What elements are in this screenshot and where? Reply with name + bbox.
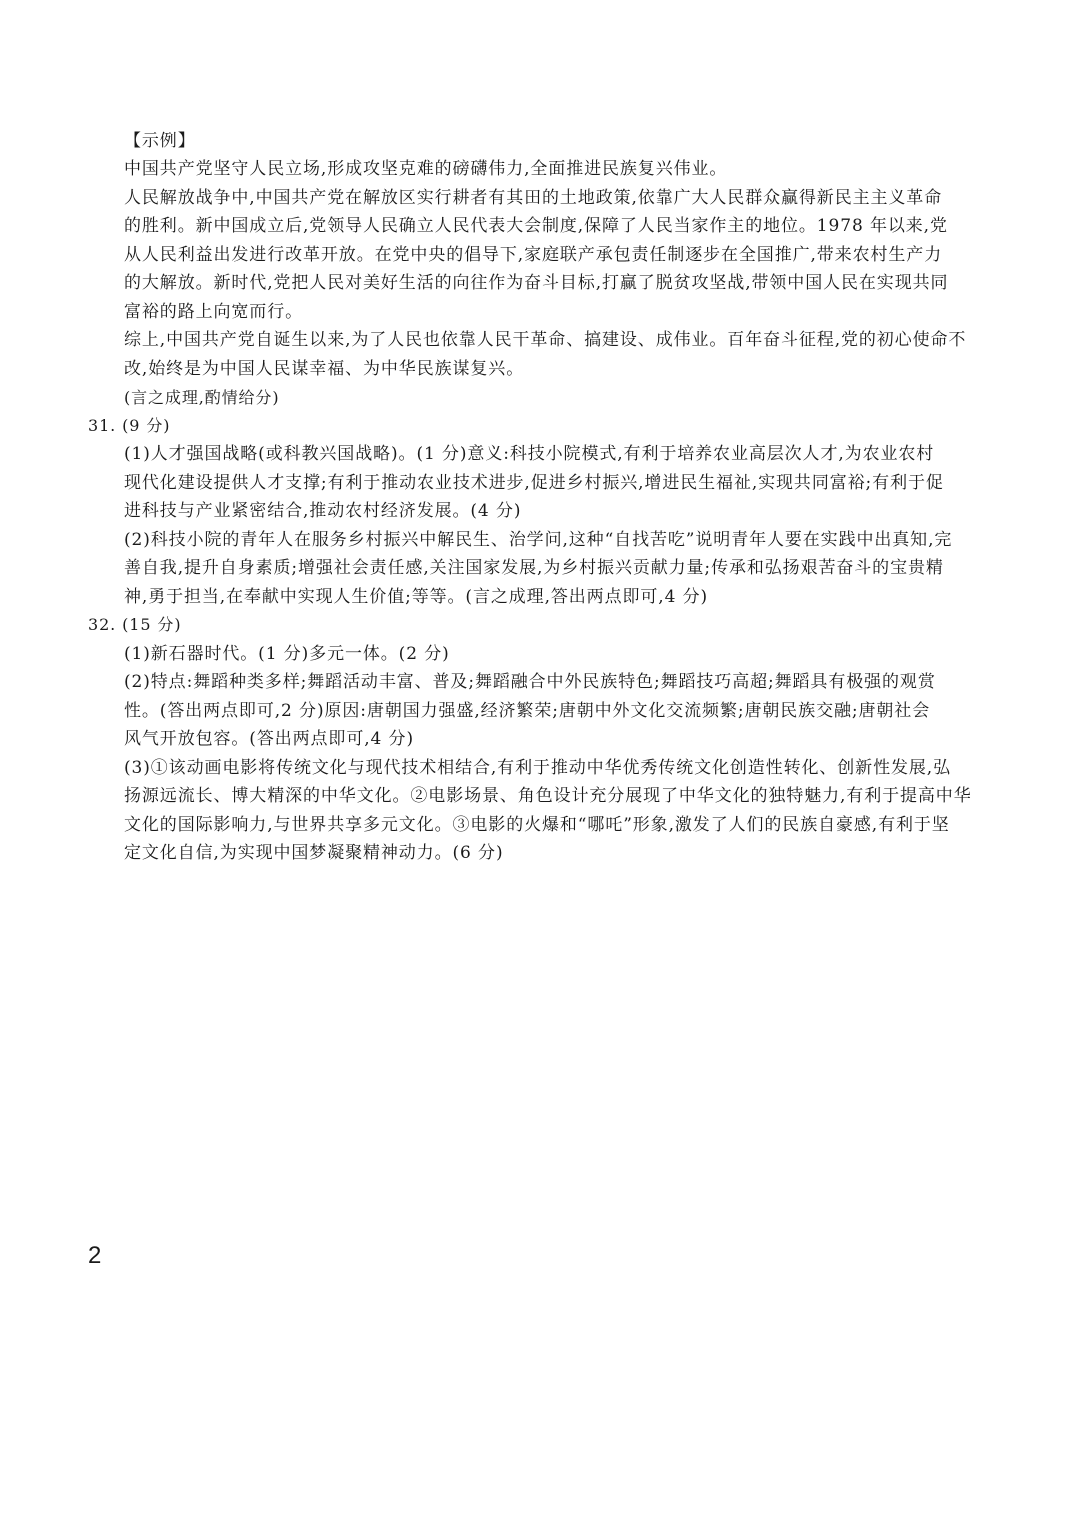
q31-part1-line: 现代化建设提供人才支撑;有利于推动农业技术进步,促进乡村振兴,增进民生福祉,实现共同富裕;有利于促 [124,473,944,493]
q31-part1-line: (1)人才强国战略(或科教兴国战略)。(1 分)意义:科技小院模式,有利于培养农业高层次人才,为农业农村 [124,444,935,464]
q32-part2-line: 风气开放包容。(答出两点即可,4 分) [124,729,414,749]
question-32-number: 32. (15 分) [88,615,182,634]
example-body-line: 从人民利益出发进行改革开放。在党中央的倡导下,家庭联产承包责任制逐步在全国推广,带来农村生产力 [124,245,943,265]
example-body-line: 人民解放战争中,中国共产党在解放区实行耕者有其田的土地政策,依靠广大人民群众赢得新民主主义革命 [124,188,943,208]
example-grading-note: (言之成理,酌情给分) [124,388,280,407]
example-body-line: 的大解放。新时代,党把人民对美好生活的向往作为奋斗目标,打赢了脱贫攻坚战,带领中国人民在实现共同 [124,273,949,293]
example-conclusion-line: 改,始终是为中国人民谋幸福、为中华民族谋复兴。 [124,359,525,379]
q32-part3-line: 定文化自信,为实现中国梦凝聚精神动力。(6 分) [124,843,504,863]
example-conclusion-line: 综上,中国共产党自诞生以来,为了人民也依靠人民干革命、搞建设、成伟业。百年奋斗征程,党的初心使命不 [124,330,967,350]
q31-part1-line: 进科技与产业紧密结合,推动农村经济发展。(4 分) [124,501,522,521]
q32-part1-line: (1)新石器时代。(1 分)多元一体。(2 分) [124,644,450,664]
q31-part2-line: 神,勇于担当,在奉献中实现人生价值;等等。(言之成理,答出两点即可,4 分) [124,587,709,607]
page-number: 2 [88,1242,102,1269]
example-body-line: 富裕的路上向宽而行。 [124,302,303,322]
q32-part3-line: 扬源远流长、博大精深的中华文化。②电影场景、角色设计充分展现了中华文化的独特魅力,有利于提高中华 [124,786,972,806]
q32-part2-line: 性。(答出两点即可,2 分)原因:唐朝国力强盛,经济繁荣;唐朝中外文化交流频繁;唐朝民族交融;唐朝社会 [124,701,931,721]
question-31-number: 31. (9 分) [88,416,171,435]
q32-part3-line: 文化的国际影响力,与世界共享多元文化。③电影的火爆和“哪吒”形象,激发了人们的民族自豪感,有利于坚 [124,815,950,835]
example-body-line: 的胜利。新中国成立后,党领导人民确立人民代表大会制度,保障了人民当家作主的地位。1978 年以来,党 [124,216,948,236]
q31-part2-line: 善自我,提升自身素质;增强社会责任感,关注国家发展,为乡村振兴贡献力量;传承和弘扬艰苦奋斗的宝贵精 [124,558,944,578]
q32-part2-line: (2)特点:舞蹈种类多样;舞蹈活动丰富、普及;舞蹈融合中外民族特色;舞蹈技巧高超;舞蹈具有极强的观赏 [124,672,936,692]
example-heading: 【示例】 [124,131,196,151]
example-thesis: 中国共产党坚守人民立场,形成攻坚克难的磅礴伟力,全面推进民族复兴伟业。 [124,159,728,179]
q31-part2-line: (2)科技小院的青年人在服务乡村振兴中解民生、治学问,这种“自找苦吃”说明青年人要在实践中出真知,完 [124,530,953,550]
q32-part3-line: (3)①该动画电影将传统文化与现代技术相结合,有利于推动中华优秀传统文化创造性转化、创新性发展,弘 [124,758,951,778]
